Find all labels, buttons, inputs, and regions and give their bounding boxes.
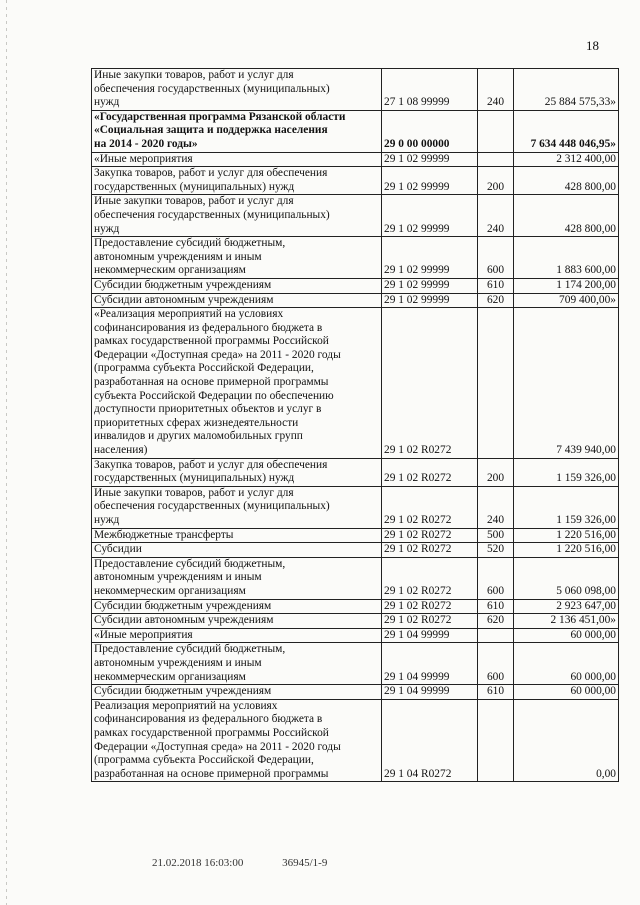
row-vr-cell: 200 [478, 167, 514, 195]
row-name-cell: Межбюджетные трансферты [92, 528, 382, 543]
table-row [92, 308, 619, 459]
table-row [92, 699, 619, 782]
row-vr-cell [478, 628, 514, 643]
page-number: 18 [586, 38, 599, 53]
row-sum-cell: 1 159 326,00 [514, 458, 619, 486]
row-code-cell: 29 1 02 R0272 [382, 528, 478, 543]
row-vr-cell: 240 [478, 195, 514, 237]
row-vr-cell: 620 [478, 614, 514, 629]
row-code-cell: 29 1 02 R0272 [382, 614, 478, 629]
row-name-cell: «Иные мероприятия [92, 152, 382, 167]
row-code-cell: 29 1 04 99999 [382, 685, 478, 700]
table-row [92, 69, 619, 111]
row-code-cell: 29 0 00 00000 [382, 110, 478, 152]
row-name-cell: Предоставление субсидий бюджетным, автономным учреждениям и иным некоммерческим организациям [92, 557, 382, 599]
row-sum-cell: 0,00 [514, 699, 619, 782]
row-sum-cell: 1 159 326,00 [514, 486, 619, 528]
footer-doc-id: 36945/1-9 [282, 857, 328, 869]
row-name-cell: Субсидии бюджетным учреждениям [92, 685, 382, 700]
row-sum-cell: 60 000,00 [514, 628, 619, 643]
budget-table-body [92, 69, 619, 782]
row-name-cell: Иные закупки товаров, работ и услуг для обеспечения государственных (муниципальных) нужд [92, 486, 382, 528]
row-name-cell: Иные закупки товаров, работ и услуг для обеспечения государственных (муниципальных) нужд [92, 195, 382, 237]
table-row [92, 543, 619, 558]
row-vr-cell: 620 [478, 293, 514, 308]
row-sum-cell: 1 220 516,00 [514, 528, 619, 543]
row-code-cell: 29 1 02 99999 [382, 237, 478, 279]
row-code-cell: 29 1 02 R0272 [382, 557, 478, 599]
row-name-cell: «Иные мероприятия [92, 628, 382, 643]
row-code-cell: 29 1 02 99999 [382, 195, 478, 237]
table-row [92, 599, 619, 614]
row-name-cell: Субсидии автономным учреждениям [92, 293, 382, 308]
row-sum-cell: 2 923 647,00 [514, 599, 619, 614]
table-row [92, 110, 619, 152]
row-vr-cell: 240 [478, 69, 514, 111]
row-code-cell: 29 1 02 R0272 [382, 543, 478, 558]
table-row [92, 237, 619, 279]
table-row [92, 528, 619, 543]
row-vr-cell: 520 [478, 543, 514, 558]
row-sum-cell: 7 439 940,00 [514, 308, 619, 459]
row-code-cell: 29 1 02 R0272 [382, 308, 478, 459]
table-row [92, 486, 619, 528]
row-vr-cell [478, 699, 514, 782]
row-name-cell: Субсидии бюджетным учреждениям [92, 278, 382, 293]
row-sum-cell: 5 060 098,00 [514, 557, 619, 599]
row-code-cell: 29 1 04 99999 [382, 628, 478, 643]
row-code-cell: 29 1 02 99999 [382, 278, 478, 293]
row-vr-cell: 600 [478, 237, 514, 279]
row-vr-cell [478, 308, 514, 459]
row-name-cell: Закупка товаров, работ и услуг для обеспечения государственных (муниципальных) нужд [92, 458, 382, 486]
row-code-cell: 29 1 02 99999 [382, 293, 478, 308]
row-sum-cell: 428 800,00 [514, 195, 619, 237]
table-row [92, 278, 619, 293]
row-sum-cell: 60 000,00 [514, 685, 619, 700]
row-name-cell: Реализация мероприятий на условиях софинансирования из федерального бюджета в рамках государственной программы Российской Федерации «Доступная среда» на 2011 - 2020 годы (программа субъекта Российской Федерации, разработанная на основе примерной программы [92, 699, 382, 782]
row-sum-cell: 2 136 451,00» [514, 614, 619, 629]
row-name-cell: «Реализация мероприятий на условиях софинансирования из федерального бюджета в рамках государственной программы Российской Федерации «Доступная среда» на 2011 - 2020 годы (программа субъекта Российской Федерации, разработанная на основе примерной программы субъекта Российской Федерации по обеспечению доступности приоритетных объектов и услуг в приоритетных сферах жизнедеятельности инвалидов и других маломобильных групп населения) [92, 308, 382, 459]
row-code-cell: 27 1 08 99999 [382, 69, 478, 111]
row-code-cell: 29 1 02 99999 [382, 152, 478, 167]
row-sum-cell: 428 800,00 [514, 167, 619, 195]
row-name-cell: Закупка товаров, работ и услуг для обеспечения государственных (муниципальных) нужд [92, 167, 382, 195]
footer-timestamp: 21.02.2018 16:03:00 [152, 857, 244, 869]
row-vr-cell: 600 [478, 557, 514, 599]
row-name-cell: Субсидии [92, 543, 382, 558]
row-sum-cell: 60 000,00 [514, 643, 619, 685]
row-vr-cell: 500 [478, 528, 514, 543]
table-row [92, 458, 619, 486]
row-name-cell: «Государственная программа Рязанской области «Социальная защита и поддержка населения на 2014 - 2020 годы» [92, 110, 382, 152]
budget-table [91, 68, 619, 782]
table-row [92, 167, 619, 195]
table-row [92, 685, 619, 700]
row-code-cell: 29 1 02 R0272 [382, 486, 478, 528]
row-code-cell: 29 1 02 99999 [382, 167, 478, 195]
row-sum-cell: 1 883 600,00 [514, 237, 619, 279]
row-name-cell: Предоставление субсидий бюджетным, автономным учреждениям и иным некоммерческим организациям [92, 643, 382, 685]
row-name-cell: Субсидии автономным учреждениям [92, 614, 382, 629]
row-vr-cell [478, 152, 514, 167]
row-sum-cell: 2 312 400,00 [514, 152, 619, 167]
row-code-cell: 29 1 02 R0272 [382, 458, 478, 486]
table-row [92, 293, 619, 308]
row-vr-cell: 200 [478, 458, 514, 486]
row-vr-cell: 600 [478, 643, 514, 685]
scan-edge [6, 0, 7, 905]
table-row [92, 628, 619, 643]
row-vr-cell: 610 [478, 685, 514, 700]
row-vr-cell: 610 [478, 599, 514, 614]
row-name-cell: Субсидии бюджетным учреждениям [92, 599, 382, 614]
footer [152, 857, 363, 869]
row-sum-cell: 709 400,00» [514, 293, 619, 308]
table-row [92, 614, 619, 629]
row-name-cell: Предоставление субсидий бюджетным, автономным учреждениям и иным некоммерческим организациям [92, 237, 382, 279]
row-sum-cell: 7 634 448 046,95» [514, 110, 619, 152]
table-row [92, 152, 619, 167]
row-code-cell: 29 1 04 99999 [382, 643, 478, 685]
row-vr-cell: 240 [478, 486, 514, 528]
row-code-cell: 29 1 02 R0272 [382, 599, 478, 614]
row-sum-cell: 25 884 575,33» [514, 69, 619, 111]
row-name-cell: Иные закупки товаров, работ и услуг для обеспечения государственных (муниципальных) нужд [92, 69, 382, 111]
row-sum-cell: 1 220 516,00 [514, 543, 619, 558]
table-row [92, 557, 619, 599]
table-row [92, 643, 619, 685]
row-vr-cell: 610 [478, 278, 514, 293]
table-row [92, 195, 619, 237]
row-vr-cell [478, 110, 514, 152]
row-sum-cell: 1 174 200,00 [514, 278, 619, 293]
row-code-cell: 29 1 04 R0272 [382, 699, 478, 782]
